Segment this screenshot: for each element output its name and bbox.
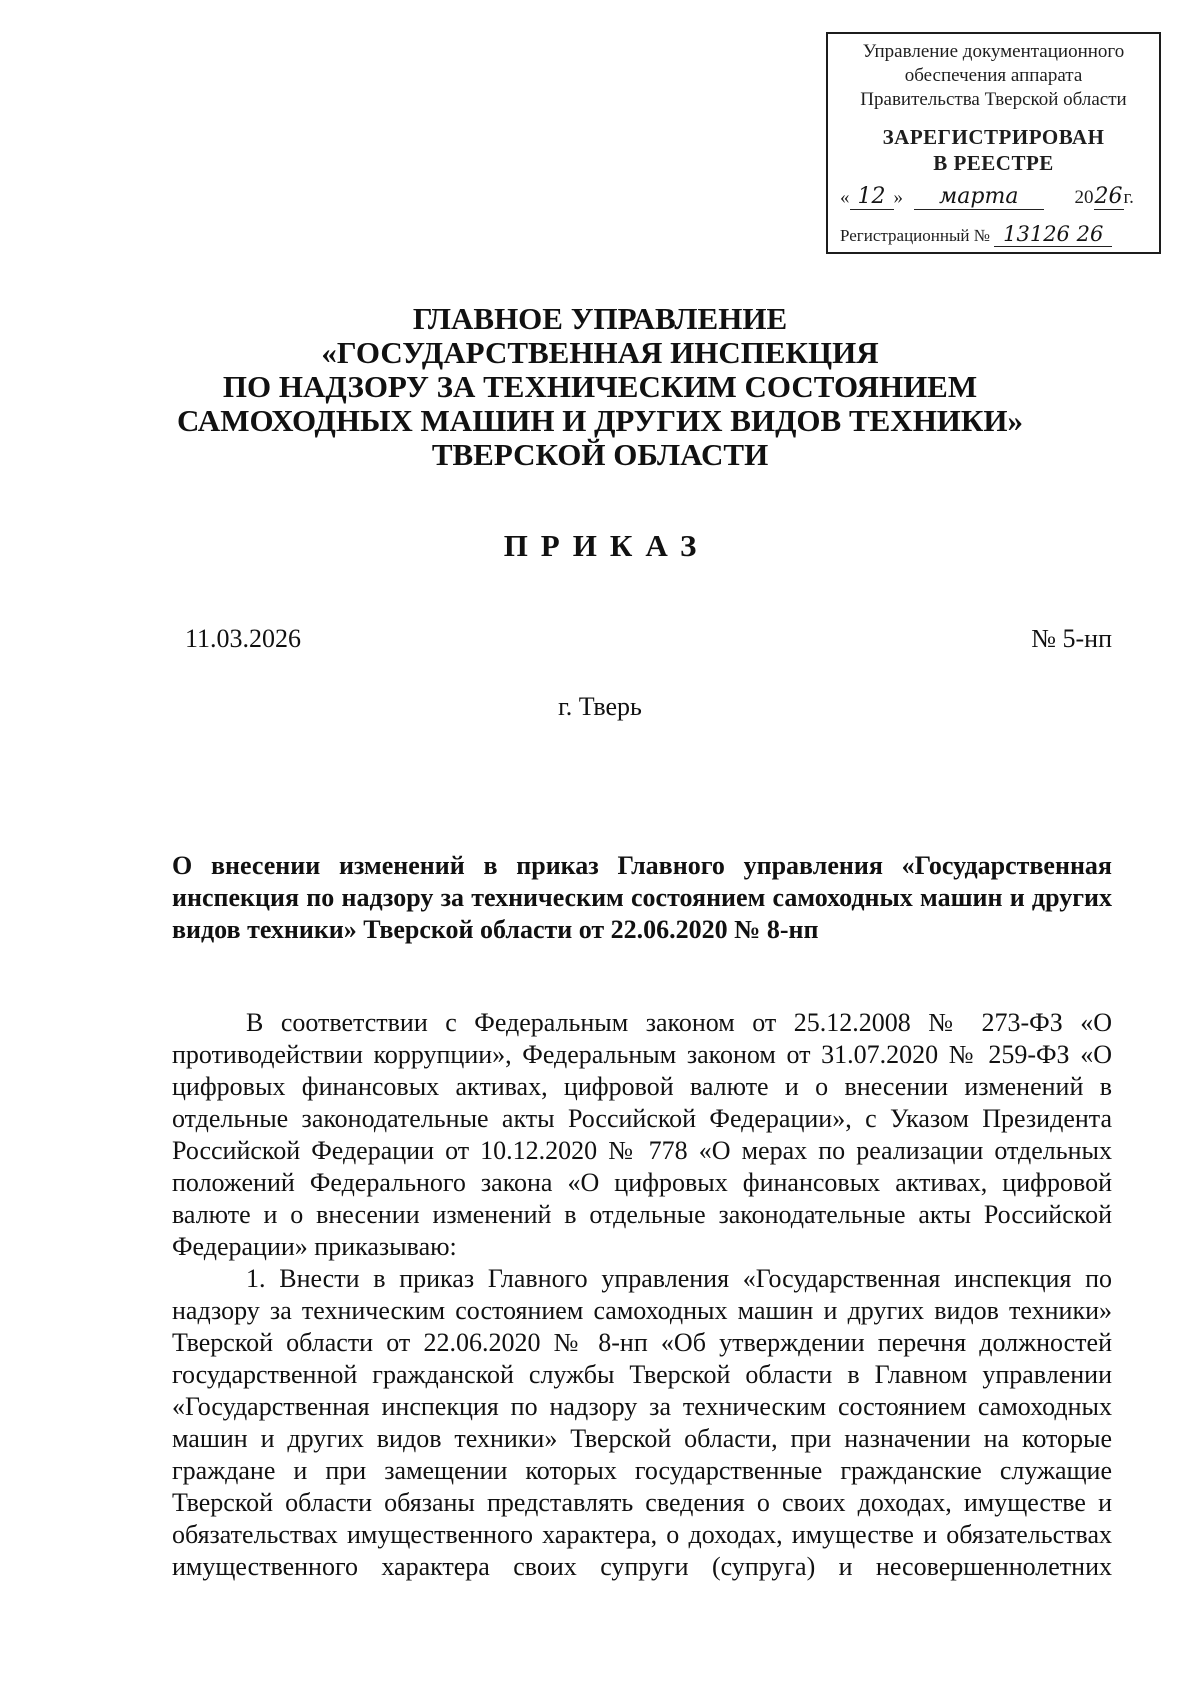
order-subject: О внесении изменений в приказ Главного управления «Государственная инспекция по надзору за техническим состоянием самоходных машин и других видов техники» Тверской области от 22.06.2020 № 8-нп <box>172 851 1112 944</box>
stamp-date-day: 12 <box>850 184 894 210</box>
organization-title <box>0 302 1200 472</box>
org-title-line-1: ГЛАВНОЕ УПРАВЛЕНИЕ <box>412 301 788 336</box>
order-city: г. Тверь <box>558 692 642 721</box>
stamp-reg-number-value: 13126 26 <box>994 222 1112 247</box>
org-title-line-5: ТВЕРСКОЙ ОБЛАСТИ <box>431 437 769 472</box>
document-type-heading: ПРИКАЗ <box>503 528 710 563</box>
body-paragraph-item-1: 1. Внести в приказ Главного управления «Государственная инспекция по надзору за техническим состоянием самоходных машин и других видов техники» Тверской области от 22.06.2020 № 8-нп «Об утверждении перечня должностей государственной гражданской службы Тверской области в Главном управлении «Государственная инспекция по надзору за техническим состоянием самоходных машин и других видов техники» Тверской области, при назначении на которые граждане и при замещении которых государственные гражданские служащие Тверской области обязаны представлять сведения о своих доходах, имуществе и обязательствах имущественного характера, о доходах, имуществе и обязательствах имущественного характера своих супруги (супруга) и несовершеннолетних <box>172 1264 1112 1581</box>
stamp-department-line-3: Правительства Тверской области <box>860 89 1127 110</box>
stamp-registered-line-2: В РЕЕСТРЕ <box>933 151 1054 175</box>
order-number: № 5-нп <box>1031 624 1112 653</box>
stamp-department-line-2: обеспечения аппарата <box>904 65 1083 86</box>
stamp-registration-number <box>840 222 1160 252</box>
order-body <box>172 1007 1112 1583</box>
stamp-date-year-unit: г. <box>1123 187 1134 208</box>
stamp-date-month: марта <box>914 184 1044 210</box>
order-date: 11.03.2026 <box>185 624 302 653</box>
org-title-line-2: «ГОСУДАРСТВЕННАЯ ИНСПЕКЦИЯ <box>321 335 879 370</box>
org-title-line-3: ПО НАДЗОРУ ЗА ТЕХНИЧЕСКИМ СОСТОЯНИЕМ <box>222 369 978 404</box>
stamp-registration-date: « 12 » марта 2026г. <box>840 184 1134 209</box>
body-paragraph-preamble: В соответствии с Федеральным законом от 25.12.2008 № 273-ФЗ «О противодействии коррупции», Федеральным законом от 31.07.2020 № 259-ФЗ «О цифровых финансовых активах, цифровой валюте и о внесении изменений в отдельные законодательные акты Российской Федерации», с Указом Президента Российской Федерации от 10.12.2020 № 778 «О мерах по реализации отдельных положений Федерального закона «О цифровых финансовых активах, цифровой валюте и о внесении изменений в отдельные законодательные акты Российской Федерации» приказываю: <box>172 1008 1112 1261</box>
stamp-date-year-suffix: 26 <box>1094 184 1123 209</box>
registration-stamp <box>826 32 1161 254</box>
stamp-date-year-prefix: 20 <box>1074 187 1094 208</box>
stamp-registered-line-1: ЗАРЕГИСТРИРОВАН <box>882 125 1105 149</box>
stamp-reg-number-label: Регистрационный № <box>840 226 990 245</box>
org-title-line-4: САМОХОДНЫХ МАШИН И ДРУГИХ ВИДОВ ТЕХНИКИ» <box>176 403 1024 438</box>
stamp-department-line-1: Управление документационного <box>862 41 1125 62</box>
